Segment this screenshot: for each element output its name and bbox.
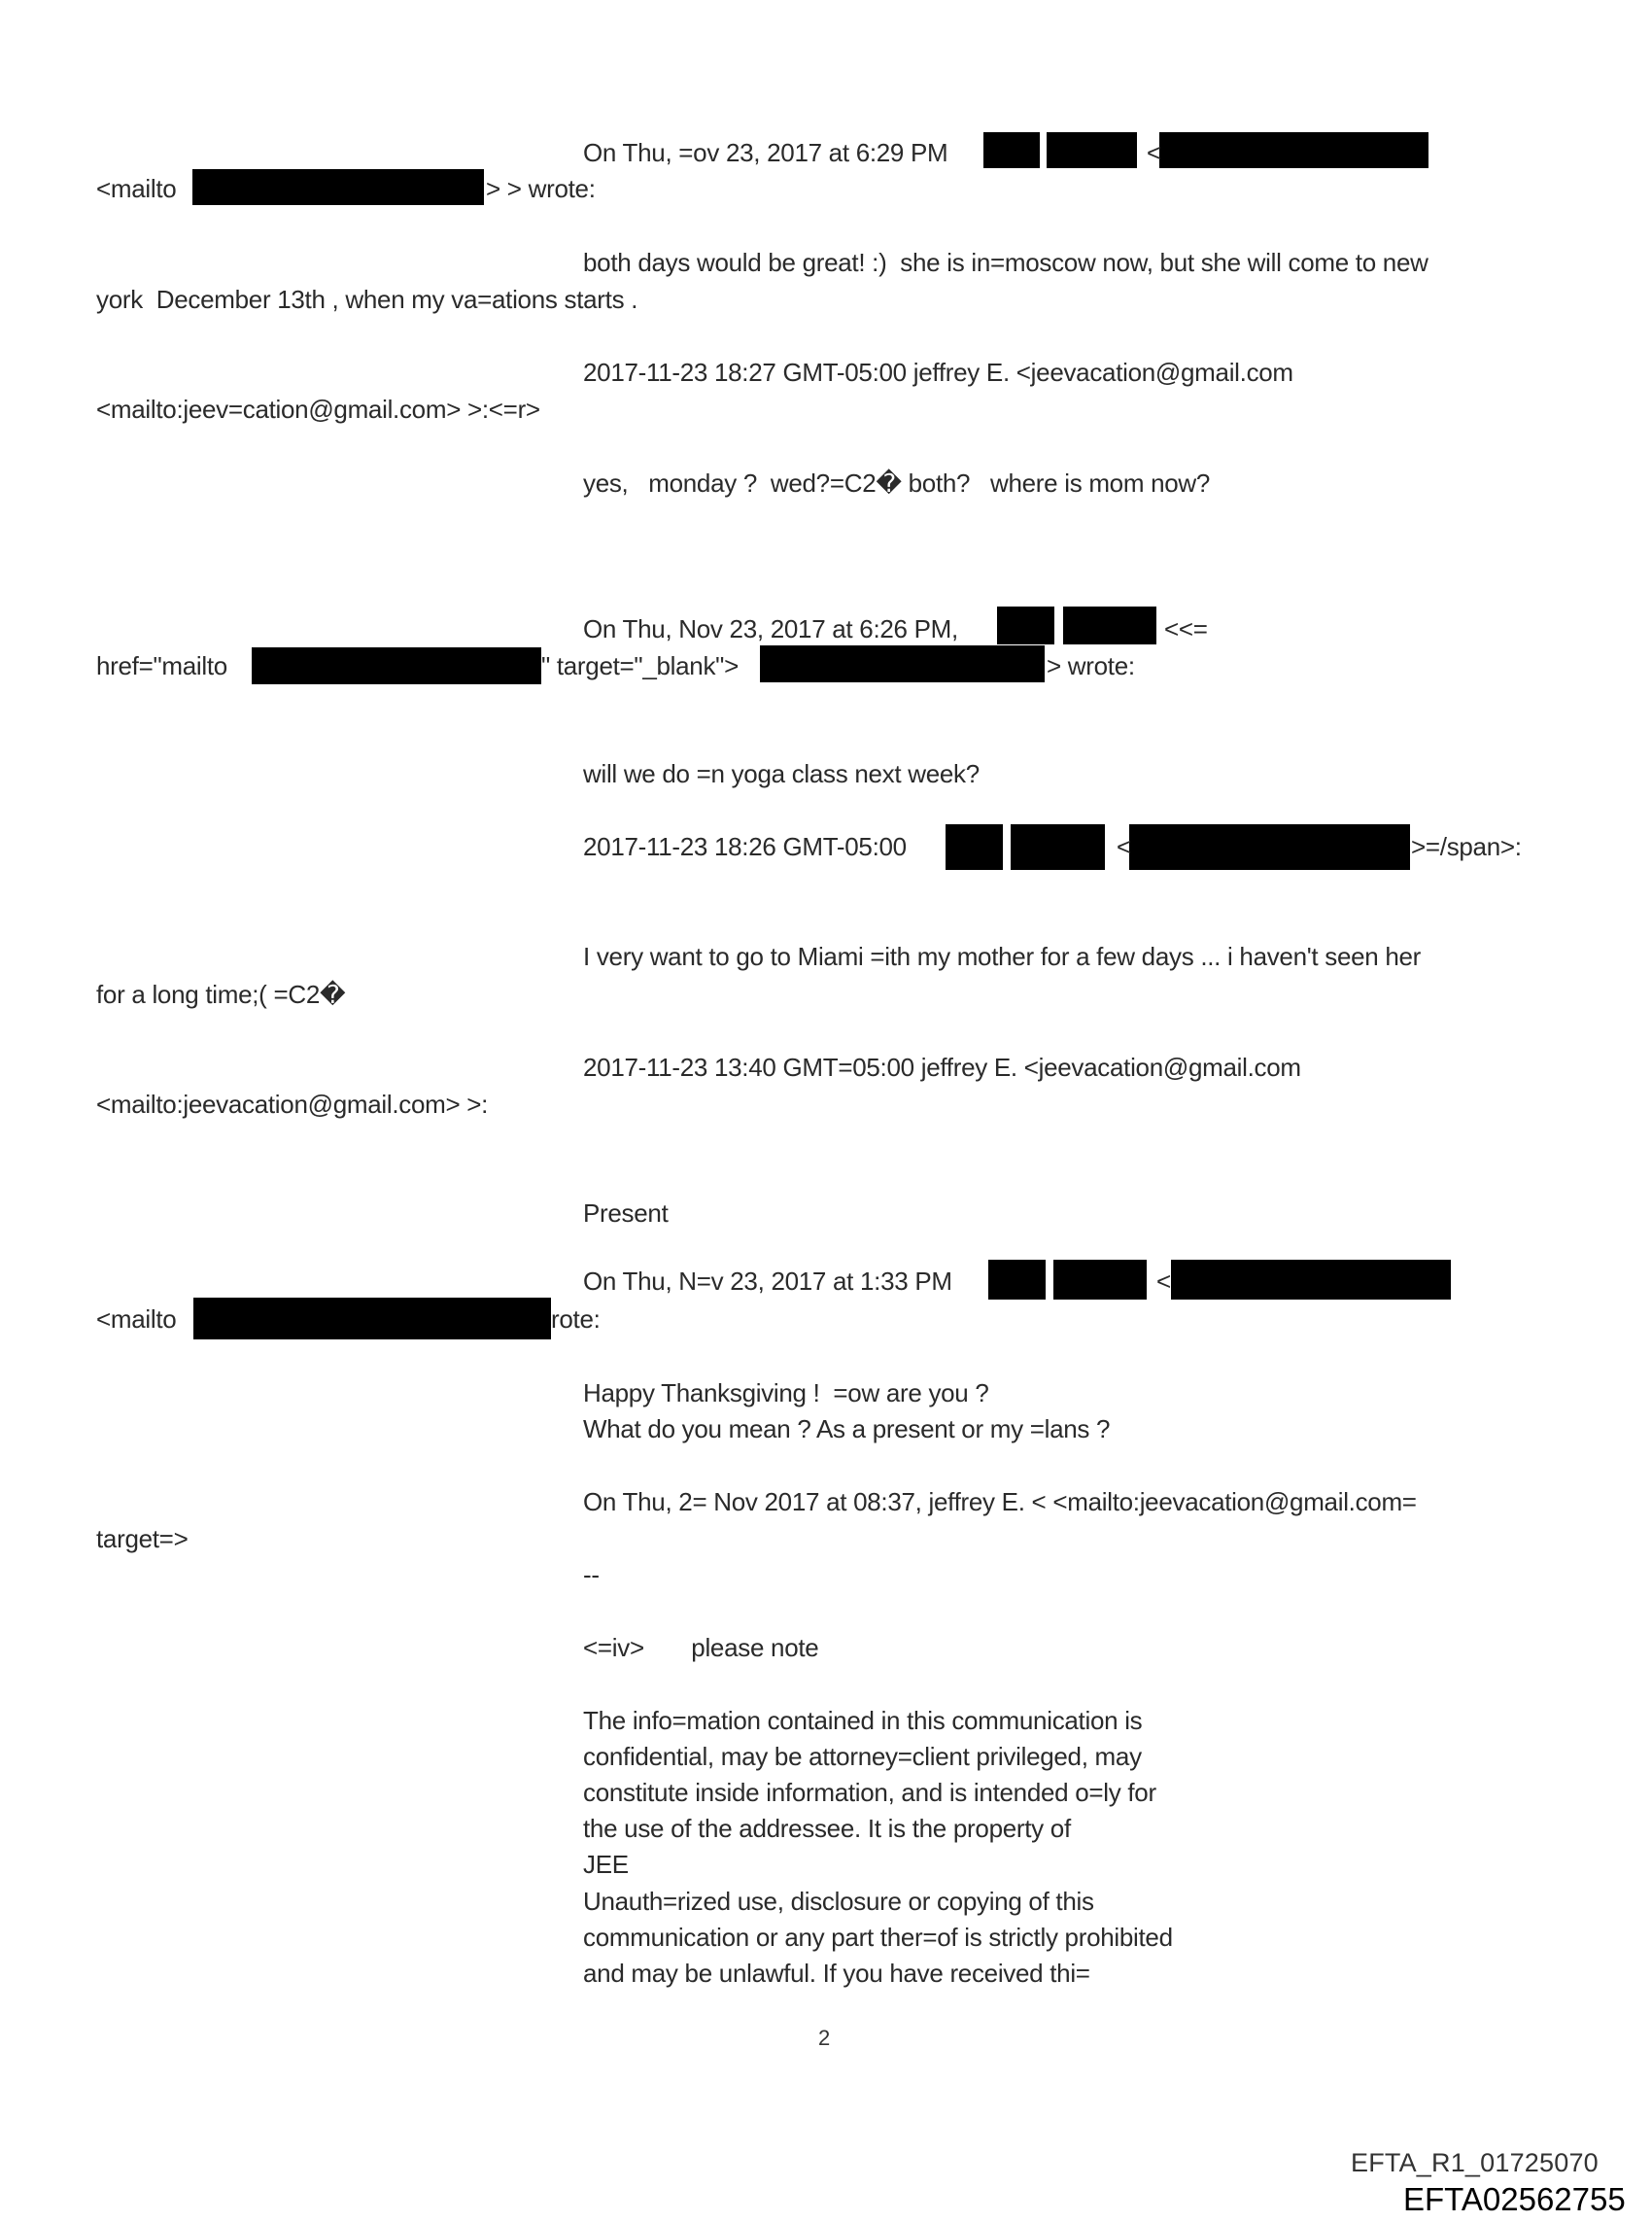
redaction-box	[1053, 1260, 1147, 1300]
text-line: <mailto:jeevacation@gmail.com> >:	[96, 1090, 489, 1119]
text-line: 2017-11-23 18:26 GMT-05:00	[583, 832, 907, 861]
text-line: <mailto:jeev=cation@gmail.com> >:<=r>	[96, 395, 540, 424]
text-line: york December 13th , when my va=ations starts .	[96, 285, 638, 314]
redaction-box	[760, 645, 1045, 682]
redaction-box	[946, 824, 1003, 870]
redaction-box	[983, 132, 1040, 168]
angle-bracket: <	[1117, 832, 1131, 861]
text-line: <=iv> please note	[583, 1633, 819, 1662]
redaction-box	[1047, 132, 1137, 168]
text-line: <mailto	[96, 174, 177, 203]
bates-number-secondary: EFTA02562755	[1403, 2181, 1626, 2217]
text-line: >=/span>:	[1411, 832, 1522, 861]
text-line: On Thu, Nov 23, 2017 at 6:26 PM,	[583, 614, 958, 643]
redaction-box	[252, 647, 541, 684]
bates-number-primary: EFTA_R1_01725070	[1351, 2148, 1599, 2177]
text-line: The info=mation contained in this communication is	[583, 1706, 1143, 1735]
redaction-box	[192, 169, 484, 205]
text-line: constitute inside information, and is intended o=ly for	[583, 1778, 1156, 1807]
text-line: and may be unlawful. If you have received thi=	[583, 1959, 1090, 1988]
text-line: On Thu, 2= Nov 2017 at 08:37, jeffrey E. < <mailto:jeevacation@gmail.com=	[583, 1487, 1417, 1516]
text-line: --	[583, 1560, 600, 1589]
text-line: the use of the addressee. It is the property of	[583, 1814, 1071, 1843]
text-line: " target="_blank">	[541, 651, 739, 680]
angle-bracket: <	[1147, 138, 1161, 167]
text-line: On Thu, N=v 23, 2017 at 1:33 PM	[583, 1267, 952, 1296]
text-line: 2017-11-23 13:40 GMT=05:00 jeffrey E. <jeevacation@gmail.com	[583, 1053, 1301, 1082]
text-line: On Thu, =ov 23, 2017 at 6:29 PM	[583, 138, 948, 167]
redaction-box	[988, 1260, 1046, 1300]
angle-bracket: <	[1156, 1267, 1171, 1296]
text-line: Present	[583, 1198, 669, 1228]
text-line: confidential, may be attorney=client privileged, may	[583, 1742, 1142, 1771]
redaction-box	[1171, 1260, 1451, 1300]
page-number: 2	[818, 2026, 831, 2050]
text-line: 2017-11-23 18:27 GMT-05:00 jeffrey E. <jeevacation@gmail.com	[583, 358, 1293, 387]
redaction-box	[193, 1298, 551, 1339]
redaction-box	[1159, 132, 1428, 168]
redaction-box	[1129, 824, 1410, 870]
text-line: > > wrote:	[486, 174, 596, 203]
text-line: <<=	[1164, 614, 1208, 643]
redaction-box	[1063, 607, 1156, 644]
text-line: communication or any part ther=of is strictly prohibited	[583, 1923, 1173, 1952]
text-line: rote:	[551, 1304, 601, 1334]
redaction-box	[1011, 824, 1105, 870]
text-line: <mailto	[96, 1304, 177, 1334]
text-line: JEE	[583, 1850, 629, 1879]
text-line: target=>	[96, 1524, 189, 1553]
text-line: What do you mean ? As a present or my =lans ?	[583, 1414, 1111, 1443]
redaction-box	[997, 607, 1054, 644]
text-line: both days would be great! :) she is in=moscow now, but she will come to new	[583, 248, 1428, 277]
text-line: > wrote:	[1047, 651, 1135, 680]
text-line: I very want to go to Miami =ith my mother for a few days ... i haven't seen her	[583, 942, 1422, 971]
text-line: Happy Thanksgiving ! =ow are you ?	[583, 1378, 989, 1407]
text-line: yes, monday ? wed?=C2� both? where is mom now?	[583, 469, 1211, 498]
text-line: Unauth=rized use, disclosure or copying of this	[583, 1887, 1094, 1916]
text-line: will we do =n yoga class next week?	[583, 759, 980, 788]
text-line: href="mailto	[96, 651, 227, 680]
text-line: for a long time;( =C2�	[96, 980, 346, 1009]
